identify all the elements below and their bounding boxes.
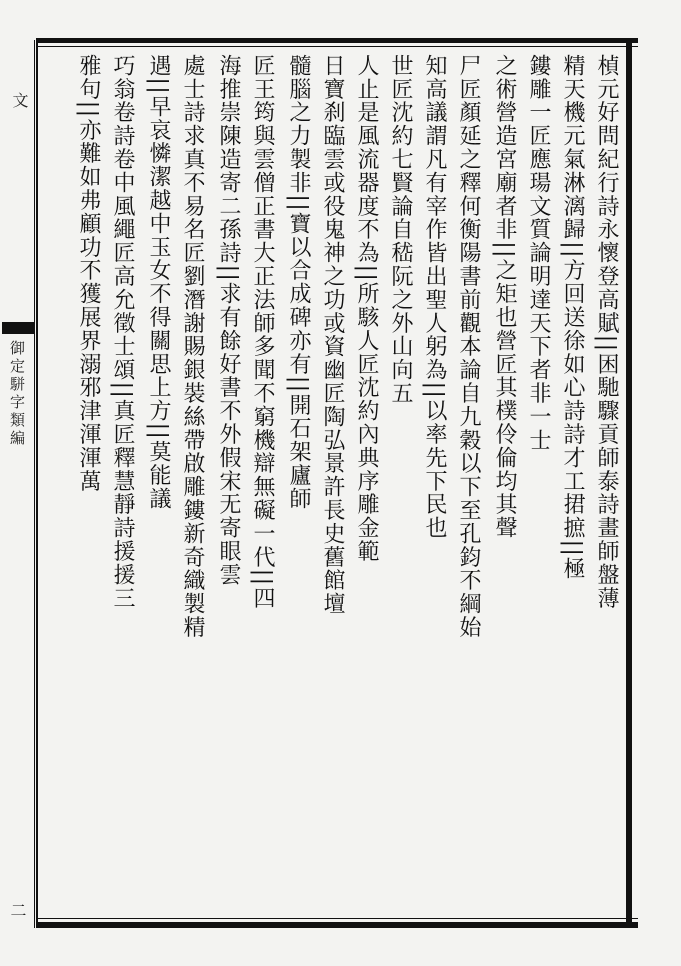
margin-black-block	[2, 322, 34, 334]
text-column-13: 處士詩求真不易名匠劉潛謝賜銀裝絲帶啟雕鏤新奇織製精	[180, 54, 205, 639]
text-column-6: 知高議謂凡有宰作皆出聖人躬為||以率先下民也	[422, 54, 447, 540]
margin-book-title: 御定駢字類編	[8, 340, 26, 448]
text-column-8: 人止是風流器度不為||所駭人匠沈約內典序雕金範	[354, 54, 379, 564]
text-column-16: 雅句||亦難如弗顧功不獲展界溺邪津渾渾萬	[76, 54, 101, 493]
text-column-10: 髓腦之力製非||寶以合成碑亦有||開石架廬師	[286, 54, 311, 511]
text-column-9: 日寶刹臨雲或役鬼神之功或資幽匠陶弘景許長史舊館壇	[320, 54, 345, 616]
text-column-4: 之術營造宮廟者非||之矩也營匠其樸伶倫均其聲	[492, 54, 517, 540]
bottom-border-thin-rule	[36, 918, 638, 919]
text-column-5: 尸匠顏延之釋何衡陽書前觀本論自九穀以下至孔鈞不綱始	[456, 54, 481, 639]
text-column-3: 鏤雕一匠應瑒文質論明達天下者非一士	[526, 54, 551, 452]
text-column-1: 楨元好問紀行詩永懷登高賦||困馳驟貢師泰詩畫師盤薄	[594, 54, 619, 610]
page-margin	[0, 40, 35, 928]
text-column-2: 精天機元氣淋漓歸||方回送徐如心詩詩才工捃摭||極	[560, 54, 585, 581]
margin-page-number: 二	[8, 902, 27, 918]
bottom-border-rule	[36, 922, 638, 928]
text-column-12: 海推崇陳造寄二孫詩||求有餘好書不外假宋无寄眼雲	[216, 54, 241, 587]
text-column-7: 世匠沈約七賢論自嵇阮之外山向五	[388, 54, 413, 405]
margin-top-glyph: 文	[10, 92, 29, 108]
text-column-15: 巧翁卷詩卷中風繩匠高允徵士頌||真匠釋慧靜詩援援三	[110, 54, 135, 610]
text-column-11: 匠王筠與雲僧正書大正法師多聞不窮機辯無礙一代||四	[250, 54, 275, 610]
text-column-14: 遇||早哀憐潔越中玉女不得關思上方||莫能議	[146, 54, 171, 511]
